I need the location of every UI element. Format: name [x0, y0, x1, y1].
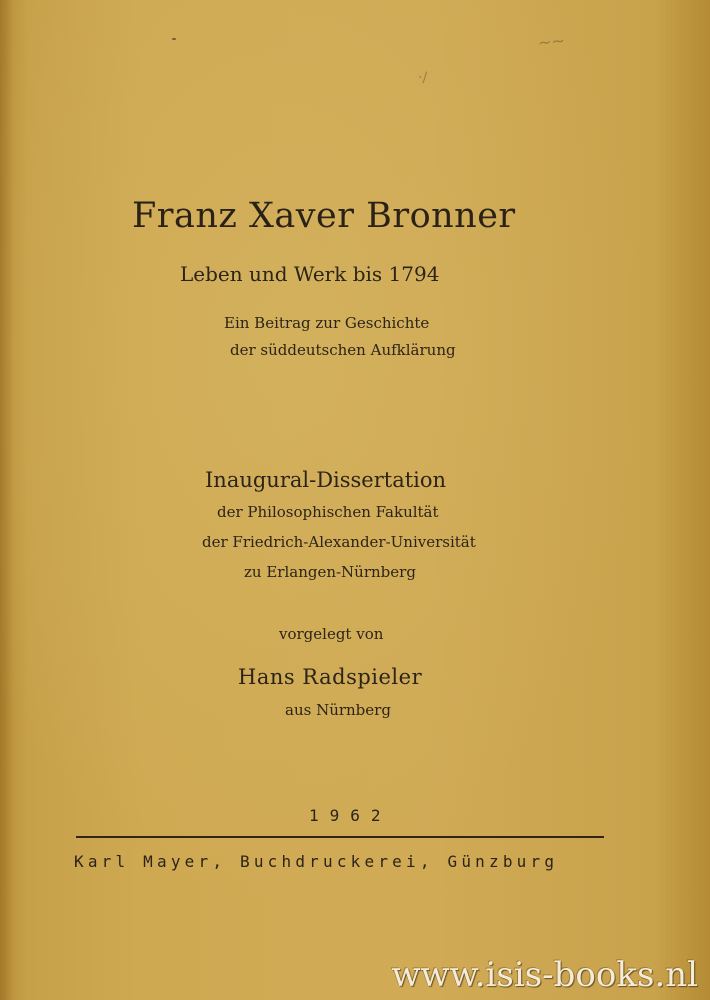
- faculty-line-3: zu Erlangen-Nürnberg: [244, 563, 416, 581]
- book-title: Franz Xaver Bronner: [132, 196, 516, 236]
- author-origin: aus Nürnberg: [285, 701, 391, 719]
- description-line-1: Ein Beitrag zur Geschichte: [224, 314, 430, 332]
- faculty-line-2: der Friedrich-Alexander-Universität: [202, 533, 476, 551]
- author-name: Hans Radspieler: [238, 665, 423, 689]
- dissertation-title: Inaugural-Dissertation: [205, 468, 447, 492]
- description-line-2: der süddeutschen Aufklärung: [230, 341, 456, 359]
- page-edge-shadow: [0, 0, 14, 1000]
- faculty-line-1: der Philosophischen Fakultät: [217, 503, 439, 521]
- publisher-imprint: Karl Mayer, Buchdruckerei, Günzburg: [74, 852, 559, 871]
- watermark: www.isis-books.nl: [391, 955, 698, 995]
- pencil-scribble: ~~: [537, 30, 566, 53]
- book-subtitle: Leben und Werk bis 1794: [180, 262, 440, 286]
- publication-year: 1962: [309, 806, 392, 825]
- paper-speck: [172, 38, 176, 40]
- pencil-mark: ·/: [418, 70, 428, 86]
- horizontal-rule: [76, 836, 604, 838]
- presented-by: vorgelegt von: [279, 625, 384, 643]
